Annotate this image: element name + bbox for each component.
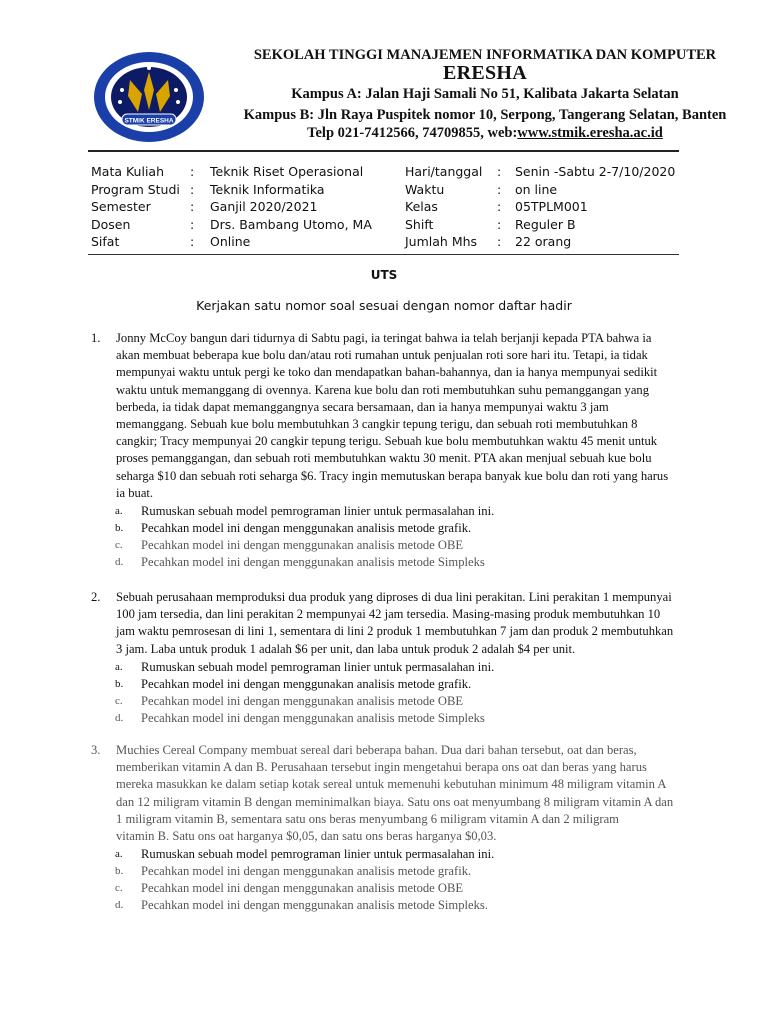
lecturer: Drs. Bambang Utomo, MA bbox=[210, 216, 372, 232]
question-text-line: cangkir; Tracy mempunyai 20 cangkir tepung terigu. Sebuah kue bolu membutuhkan waktu 45 menit untuk bbox=[116, 434, 658, 449]
option-letter: b. bbox=[115, 865, 124, 878]
info-label: Waktu bbox=[405, 181, 445, 197]
info-separator: : bbox=[497, 216, 502, 232]
info-separator: : bbox=[190, 199, 195, 214]
info-separator: : bbox=[190, 216, 195, 232]
question-text-line: memberikan vitamin A dan B. Perusahaan tersebut ingin mengetahui berapa ons oat dan beras yang harus bbox=[116, 760, 647, 775]
option-c bbox=[116, 880, 766, 897]
exam-time: on line bbox=[515, 181, 558, 197]
info-label: Shift bbox=[405, 216, 434, 232]
stmik-eresha-logo bbox=[92, 50, 207, 145]
exam-date: Senin -Sabtu 2-7/10/2020 bbox=[515, 164, 676, 179]
option-b bbox=[116, 520, 766, 537]
contact-line bbox=[205, 125, 765, 142]
option-text: Pecahkan model ini dengan menggunakan analisis metode grafik. bbox=[141, 676, 472, 691]
institution-name: SEKOLAH TINGGI MANAJEMEN INFORMATIKA DAN KOMPUTER bbox=[253, 47, 717, 63]
info-label: Semester bbox=[91, 199, 151, 214]
option-text: Pecahkan model ini dengan menggunakan analisis metode Simpleks bbox=[141, 554, 485, 569]
question-text-line: Jonny McCoy bangun dari tidurnya di Sabtu pagi, ia teringat bahwa ia telah berjanji kepada PTA bahwa ia bbox=[116, 331, 652, 345]
option-letter: b. bbox=[115, 677, 124, 690]
question-options bbox=[116, 659, 766, 727]
exam-heading: UTS bbox=[370, 268, 398, 282]
option-text: Pecahkan model ini dengan menggunakan analisis metode Simpleks bbox=[141, 710, 485, 725]
question-text-line: mereka masukkan ke dalam setiap kotak sereal untuk memenuhi kebutuhan minimum 48 miligram vitamin A bbox=[116, 777, 667, 792]
option-letter: c. bbox=[115, 694, 123, 707]
option-letter: c. bbox=[115, 882, 123, 895]
info-label: Mata Kuliah bbox=[91, 164, 165, 179]
option-letter: c. bbox=[115, 538, 123, 551]
info-right-separators bbox=[497, 163, 501, 251]
question-options bbox=[116, 503, 766, 571]
question-body bbox=[116, 589, 766, 727]
option-b bbox=[116, 676, 766, 693]
info-separator: : bbox=[190, 234, 195, 249]
option-text: Pecahkan model ini dengan menggunakan analisis metode grafik. bbox=[141, 864, 472, 879]
info-right-labels bbox=[405, 163, 482, 251]
option-letter: d. bbox=[115, 555, 124, 568]
campus-b-address: Kampus B: Jln Raya Puspitek nomor 10, Serpong, Tangerang Selatan, Banten bbox=[243, 107, 727, 123]
option-a bbox=[116, 503, 766, 520]
option-letter: d. bbox=[115, 711, 124, 724]
info-separator: : bbox=[190, 181, 195, 197]
question-text-line: dan 12 miligram vitamin B dengan meminimalkan biaya. Satu ons oat menyumbang 8 miligram vitamin A dan bbox=[116, 794, 674, 809]
info-label: Hari/tanggal bbox=[405, 164, 483, 179]
campus-a-address: Kampus A: Jalan Haji Samali No 51, Kalibata Jakarta Selatan bbox=[291, 86, 679, 102]
institution-title: ERESHA bbox=[442, 62, 528, 84]
question-text-line: 3 jam. Laba untuk produk 1 adalah $6 per unit, dan laba untuk produk 2 adalah $4 per unit. bbox=[116, 641, 576, 656]
option-letter: b. bbox=[115, 521, 124, 534]
option-text: Rumuskan sebuah model pemrograman linier untuk permasalahan ini. bbox=[141, 847, 495, 862]
info-separator: : bbox=[497, 164, 502, 179]
option-a bbox=[116, 659, 766, 676]
info-separator: : bbox=[497, 181, 502, 197]
option-a bbox=[116, 846, 766, 863]
option-b bbox=[116, 863, 766, 880]
option-text: Pecahkan model ini dengan menggunakan analisis metode grafik. bbox=[141, 520, 472, 535]
question-text-line: mempunyai waktu untuk pergi ke toko dan mendapatkan bahan-bahannya, dan ia hanya mempunyai sedikit bbox=[116, 365, 658, 380]
question-body bbox=[116, 742, 766, 914]
class-code: 05TPLM001 bbox=[515, 199, 588, 214]
course-name: Teknik Riset Operasional bbox=[210, 164, 364, 179]
question-text-line: Sebuah perusahaan memproduksi dua produk yang diproses di dua lini perakitan. Lini perakitan 1 mempunyai bbox=[116, 590, 672, 604]
phone-numbers: Telp 021-7412566, 74709855, web: bbox=[307, 125, 518, 141]
question-text-line: berbeda, ia tidak dapat memanggangnya secara bersamaan, dan ia hanya mempunyai waktu 3 jam bbox=[116, 399, 609, 414]
question-text-line: akan membuat beberapa kue bolu dan/atau roti rumahan untuk penjualan roti sore hari itu. Tetapi, ia tidak bbox=[116, 348, 648, 363]
info-label: Kelas bbox=[405, 199, 438, 214]
question-text-line: waktu untuk memanggang di ovennya. Karena kue bolu dan roti membutuhkan suhu pemanggangan yang bbox=[116, 382, 650, 397]
question-text-line: proses pemanggangan, dan sebuah roti membutuhkan waktu 30 menit. PTA akan menjual sebuah kue bolu bbox=[116, 451, 652, 466]
study-program: Teknik Informatika bbox=[210, 181, 325, 197]
option-letter: d. bbox=[115, 899, 124, 912]
website-link[interactable]: www.stmik.eresha.ac.id bbox=[517, 125, 663, 141]
question-number: 1. bbox=[91, 331, 101, 345]
info-left-separators bbox=[190, 163, 194, 251]
question-text-line: 100 jam tersedia, dan lini perakitan 2 mempunyai 42 jam tersedia. Masing-masing produk membutuhkan 10 bbox=[116, 607, 661, 622]
question-options bbox=[116, 846, 766, 914]
question-text-line: vitamin B. Satu ons oat harganya $0,05, dan satu ons beras harganya $0,03. bbox=[116, 828, 497, 843]
option-text: Rumuskan sebuah model pemrograman linier untuk permasalahan ini. bbox=[141, 503, 495, 518]
info-label: Program Studi bbox=[91, 181, 180, 197]
info-right-values bbox=[515, 163, 675, 251]
question-text-line: Muchies Cereal Company membuat sereal dari beberapa bahan. Dua dari bahan tersebut, oat dan beras, bbox=[116, 743, 637, 757]
question-text-line: seharga $10 dan sebuah roti seharga $6. Tracy ingin memutuskan berapa banyak kue bolu dan roti yang harus bbox=[116, 468, 669, 483]
question-text-line: memanggang. Sebuah kue bolu membutuhkan 3 cangkir tepung terigu, dan sebuah roti membutuhkan 8 bbox=[116, 416, 638, 431]
option-text: Rumuskan sebuah model pemrograman linier untuk permasalahan ini. bbox=[141, 659, 495, 674]
option-text: Pecahkan model ini dengan menggunakan analisis metode OBE bbox=[141, 537, 464, 552]
info-left-values bbox=[210, 163, 372, 251]
info-divider bbox=[88, 254, 679, 255]
option-text: Pecahkan model ini dengan menggunakan analisis metode OBE bbox=[141, 693, 464, 708]
question-number: 3. bbox=[91, 743, 101, 757]
option-c bbox=[116, 537, 766, 554]
info-left-labels bbox=[91, 163, 180, 251]
info-separator: : bbox=[497, 234, 502, 249]
logo-text: STMIK ERESHA bbox=[124, 117, 174, 125]
exam-instruction: Kerjakan satu nomor soal sesuai dengan nomor daftar hadir bbox=[196, 298, 572, 313]
semester: Ganjil 2020/2021 bbox=[210, 199, 318, 214]
info-label: Dosen bbox=[91, 216, 131, 232]
option-letter: a. bbox=[115, 660, 123, 673]
question-text-line: ia buat. bbox=[116, 485, 154, 500]
info-separator: : bbox=[497, 199, 502, 214]
exam-nature: Online bbox=[210, 234, 251, 249]
info-separator: : bbox=[190, 164, 195, 179]
question-body bbox=[116, 330, 766, 571]
question-text-line: jam waktu pemrosesan di lini 1, sementara di lini 2 produk 1 membutuhkan 7 jam dan produk 2 membutuhkan bbox=[116, 624, 674, 639]
info-label: Sifat bbox=[91, 234, 120, 249]
option-letter: a. bbox=[115, 848, 123, 861]
option-text: Pecahkan model ini dengan menggunakan analisis metode OBE bbox=[141, 881, 464, 896]
shift: Reguler B bbox=[515, 216, 576, 232]
option-d bbox=[116, 710, 766, 727]
option-letter: a. bbox=[115, 504, 123, 517]
student-count: 22 orang bbox=[515, 234, 572, 249]
header-divider bbox=[88, 150, 679, 152]
option-d bbox=[116, 554, 766, 571]
option-text: Pecahkan model ini dengan menggunakan analisis metode Simpleks. bbox=[141, 898, 488, 913]
option-d bbox=[116, 897, 766, 914]
info-label: Jumlah Mhs bbox=[405, 234, 478, 249]
option-c bbox=[116, 693, 766, 710]
question-text-line: 1 miligram vitamin B, sementara satu ons beras menyumbang 6 miligram vitamin A dan 2 miligram bbox=[116, 811, 619, 826]
question-number: 2. bbox=[91, 590, 101, 604]
